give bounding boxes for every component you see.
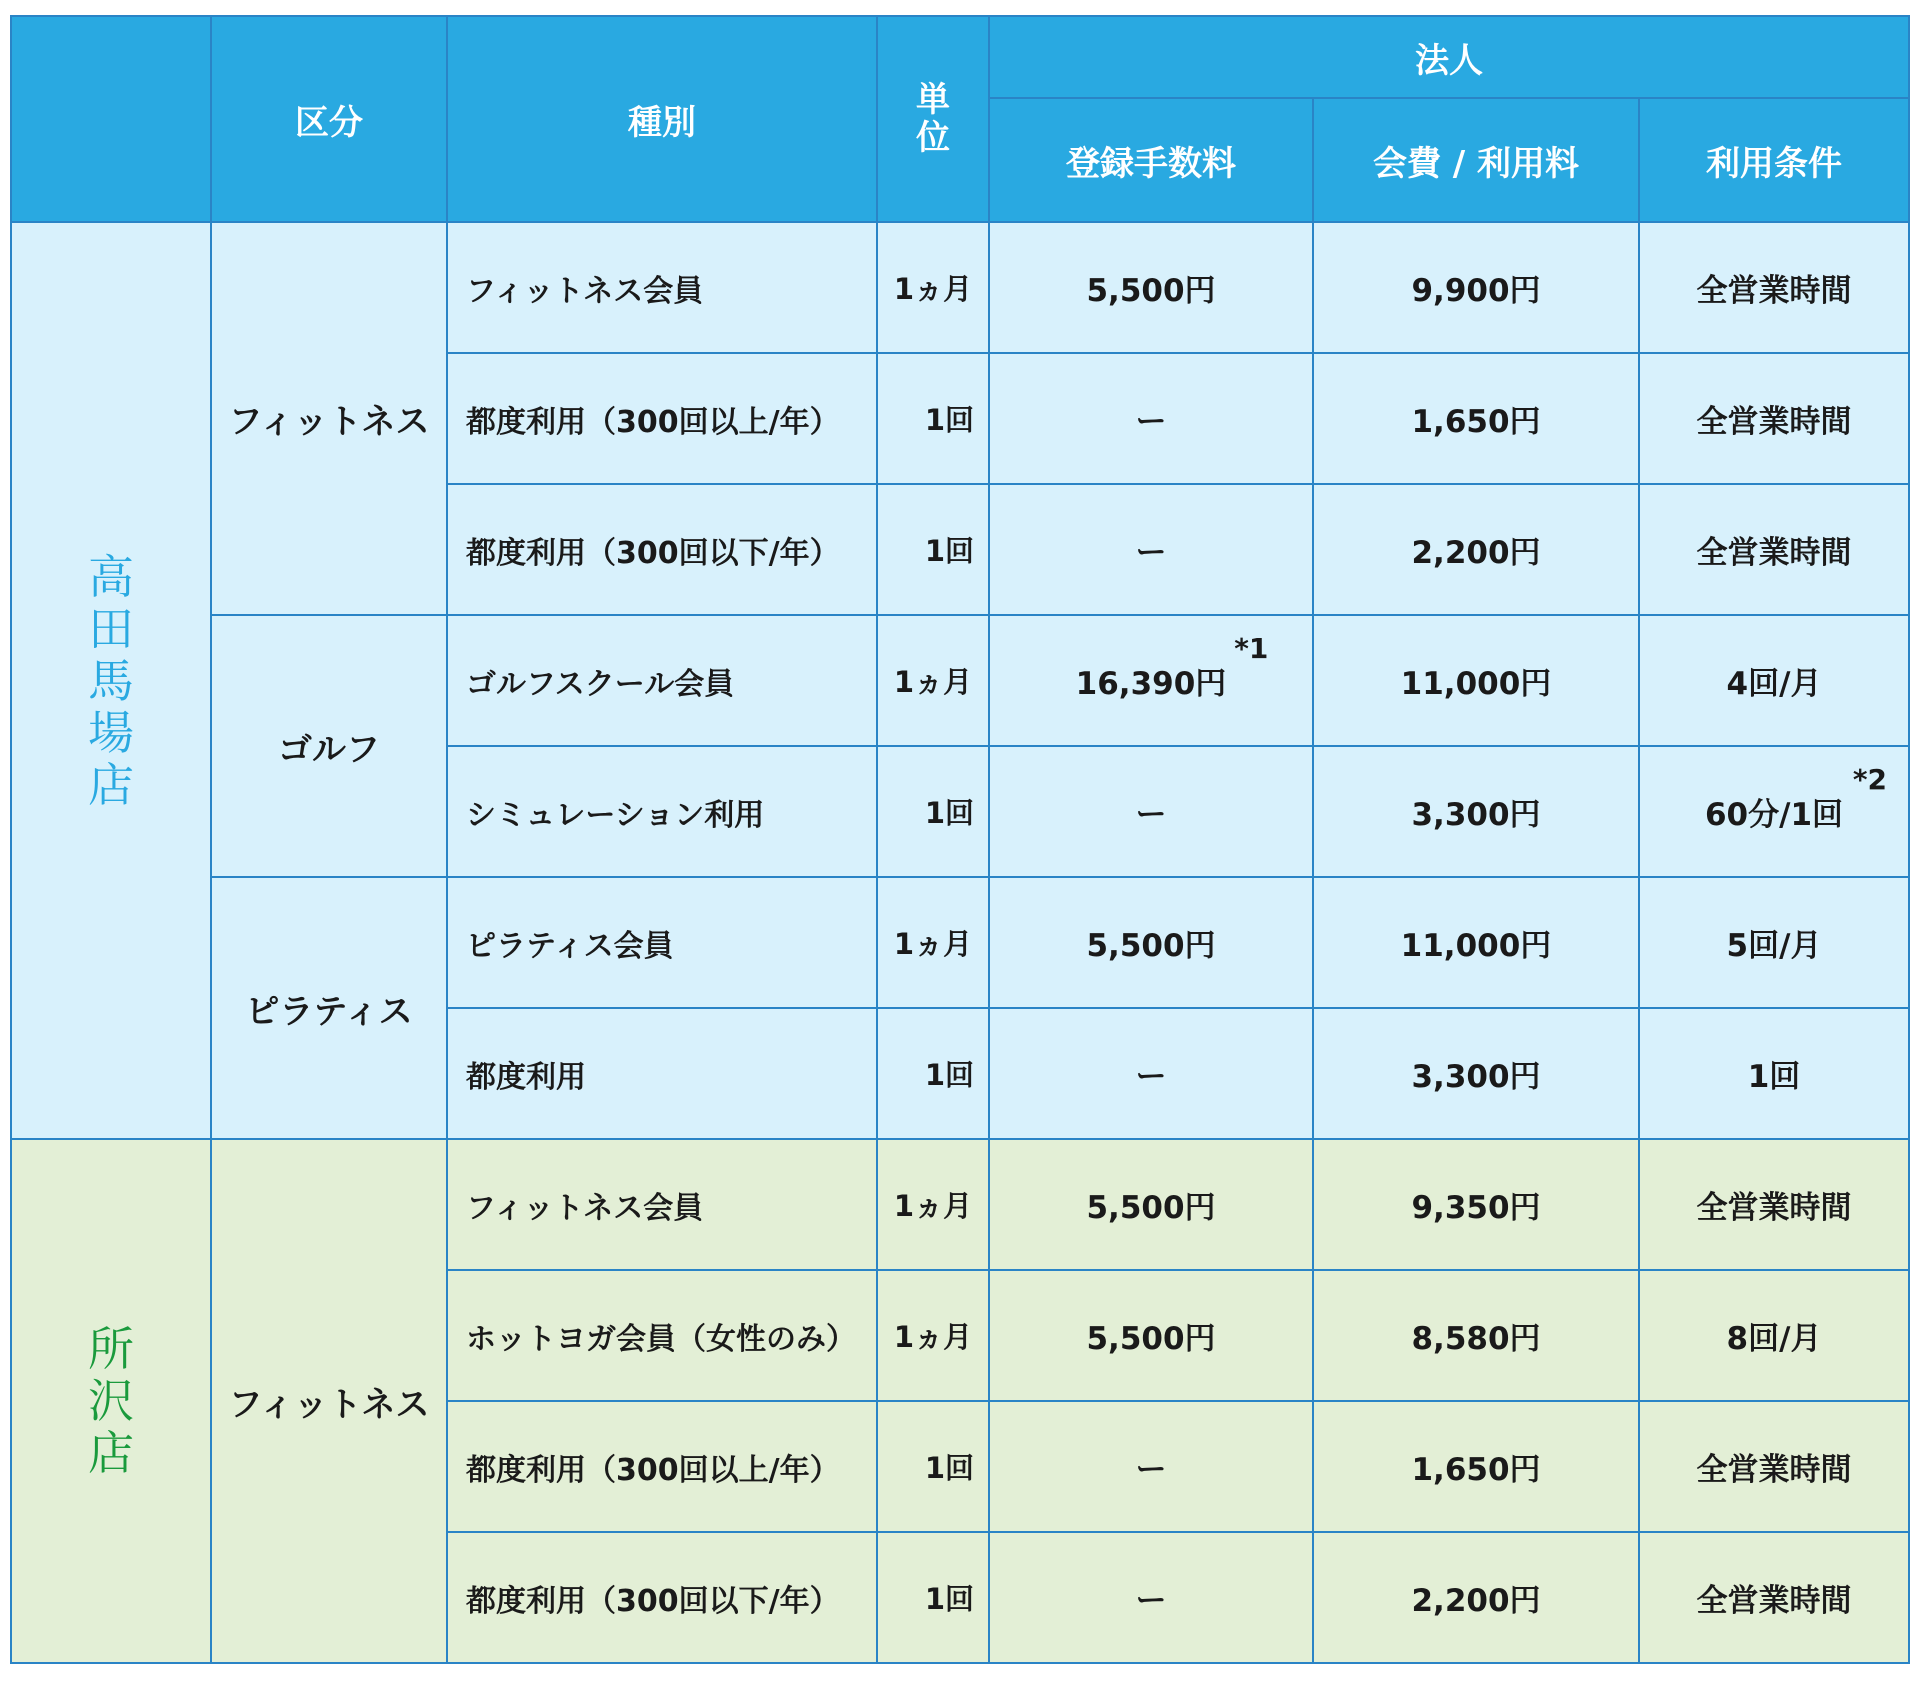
condition-cell: 5回/月 — [1639, 877, 1909, 1008]
membership-fee-cell: 3,300円 — [1313, 746, 1639, 877]
table-row — [11, 1139, 1909, 1270]
condition-cell: 全営業時間 — [1639, 1401, 1909, 1532]
membership-fee-cell: 1,650円 — [1313, 353, 1639, 484]
type-cell: 都度利用（300回以上/年） — [447, 353, 877, 484]
registration-fee-cell: ー — [989, 746, 1313, 877]
membership-fee-cell: 8,580円 — [1313, 1270, 1639, 1401]
header-conditions: 利用条件 — [1639, 98, 1909, 222]
membership-fee-cell: 2,200円 — [1313, 1532, 1639, 1663]
store-section-takadanobaba — [11, 222, 1909, 1139]
corporate-price-table — [10, 15, 1910, 1664]
unit-cell: 1ヵ月 — [877, 1139, 989, 1270]
membership-fee-cell: 1,650円 — [1313, 1401, 1639, 1532]
unit-cell: 1回 — [877, 746, 989, 877]
registration-fee-cell: ー — [989, 484, 1313, 615]
header-registration-fee: 登録手数料 — [989, 98, 1313, 222]
category-cell: フィットネス — [211, 1139, 447, 1663]
condition-cell: 全営業時間 — [1639, 353, 1909, 484]
unit-cell: 1ヵ月 — [877, 222, 989, 353]
registration-fee-cell: ー — [989, 1401, 1313, 1532]
type-cell: フィットネス会員 — [447, 1139, 877, 1270]
registration-fee-cell: ー — [989, 1008, 1313, 1139]
header-type: 種別 — [447, 16, 877, 222]
footnote-marker: *2 — [1852, 763, 1888, 796]
membership-fee-cell: 11,000円 — [1313, 615, 1639, 746]
price-table-container — [10, 15, 1910, 1664]
condition-with-note — [1704, 763, 1888, 833]
registration-fee-cell: 5,500円 — [989, 1139, 1313, 1270]
condition-cell: 全営業時間 — [1639, 1532, 1909, 1663]
registration-fee-cell — [989, 615, 1313, 746]
header-unit-line1: 単 — [916, 80, 950, 120]
registration-fee-cell: 5,500円 — [989, 1270, 1313, 1401]
type-cell: ゴルフスクール会員 — [447, 615, 877, 746]
header-blank — [11, 16, 211, 222]
registration-fee-cell: ー — [989, 353, 1313, 484]
category-cell: フィットネス — [211, 222, 447, 615]
header-membership-fee: 会費 / 利用料 — [1313, 98, 1639, 222]
type-cell: ホットヨガ会員（女性のみ） — [447, 1270, 877, 1401]
membership-fee-cell: 11,000円 — [1313, 877, 1639, 1008]
registration-fee-cell: ー — [989, 1532, 1313, 1663]
footnote-marker: *1 — [1234, 632, 1269, 665]
store-name-tokorozawa: 所 沢 店 — [11, 1139, 211, 1663]
header-category: 区分 — [211, 16, 447, 222]
membership-fee-cell: 9,350円 — [1313, 1139, 1639, 1270]
unit-cell: 1ヵ月 — [877, 1270, 989, 1401]
table-row — [11, 615, 1909, 746]
type-cell: 都度利用（300回以上/年） — [447, 1401, 877, 1532]
store-section-tokorozawa — [11, 1139, 1909, 1663]
condition-value: 60分/1回 — [1704, 797, 1844, 833]
condition-cell: 全営業時間 — [1639, 1139, 1909, 1270]
type-cell: 都度利用（300回以下/年） — [447, 484, 877, 615]
unit-cell: 1ヵ月 — [877, 877, 989, 1008]
table-row — [11, 877, 1909, 1008]
unit-cell: 1ヵ月 — [877, 615, 989, 746]
condition-cell: 8回/月 — [1639, 1270, 1909, 1401]
type-cell: シミュレーション利用 — [447, 746, 877, 877]
registration-fee-cell: 5,500円 — [989, 222, 1313, 353]
type-cell: 都度利用（300回以下/年） — [447, 1532, 877, 1663]
registration-fee-value: 16,390円 — [1075, 666, 1227, 702]
type-cell: ピラティス会員 — [447, 877, 877, 1008]
unit-cell: 1回 — [877, 1401, 989, 1532]
condition-cell: 全営業時間 — [1639, 222, 1909, 353]
category-cell: ピラティス — [211, 877, 447, 1139]
condition-cell: 全営業時間 — [1639, 484, 1909, 615]
type-cell: フィットネス会員 — [447, 222, 877, 353]
header-unit — [877, 16, 989, 222]
membership-fee-cell: 9,900円 — [1313, 222, 1639, 353]
store-name-takadanobaba: 高 田 馬 場 店 — [11, 222, 211, 1139]
membership-fee-cell: 2,200円 — [1313, 484, 1639, 615]
unit-cell: 1回 — [877, 1008, 989, 1139]
header-unit-line2: 位 — [916, 118, 950, 158]
unit-cell: 1回 — [877, 1532, 989, 1663]
condition-cell: 4回/月 — [1639, 615, 1909, 746]
registration-fee-cell: 5,500円 — [989, 877, 1313, 1008]
category-cell: ゴルフ — [211, 615, 447, 877]
unit-cell: 1回 — [877, 353, 989, 484]
unit-cell: 1回 — [877, 484, 989, 615]
type-cell: 都度利用 — [447, 1008, 877, 1139]
condition-cell: 1回 — [1639, 1008, 1909, 1139]
header-corporate: 法人 — [989, 16, 1909, 98]
table-header — [11, 16, 1909, 222]
table-row — [11, 222, 1909, 353]
registration-fee-with-note — [1075, 632, 1269, 702]
membership-fee-cell: 3,300円 — [1313, 1008, 1639, 1139]
condition-cell — [1639, 746, 1909, 877]
